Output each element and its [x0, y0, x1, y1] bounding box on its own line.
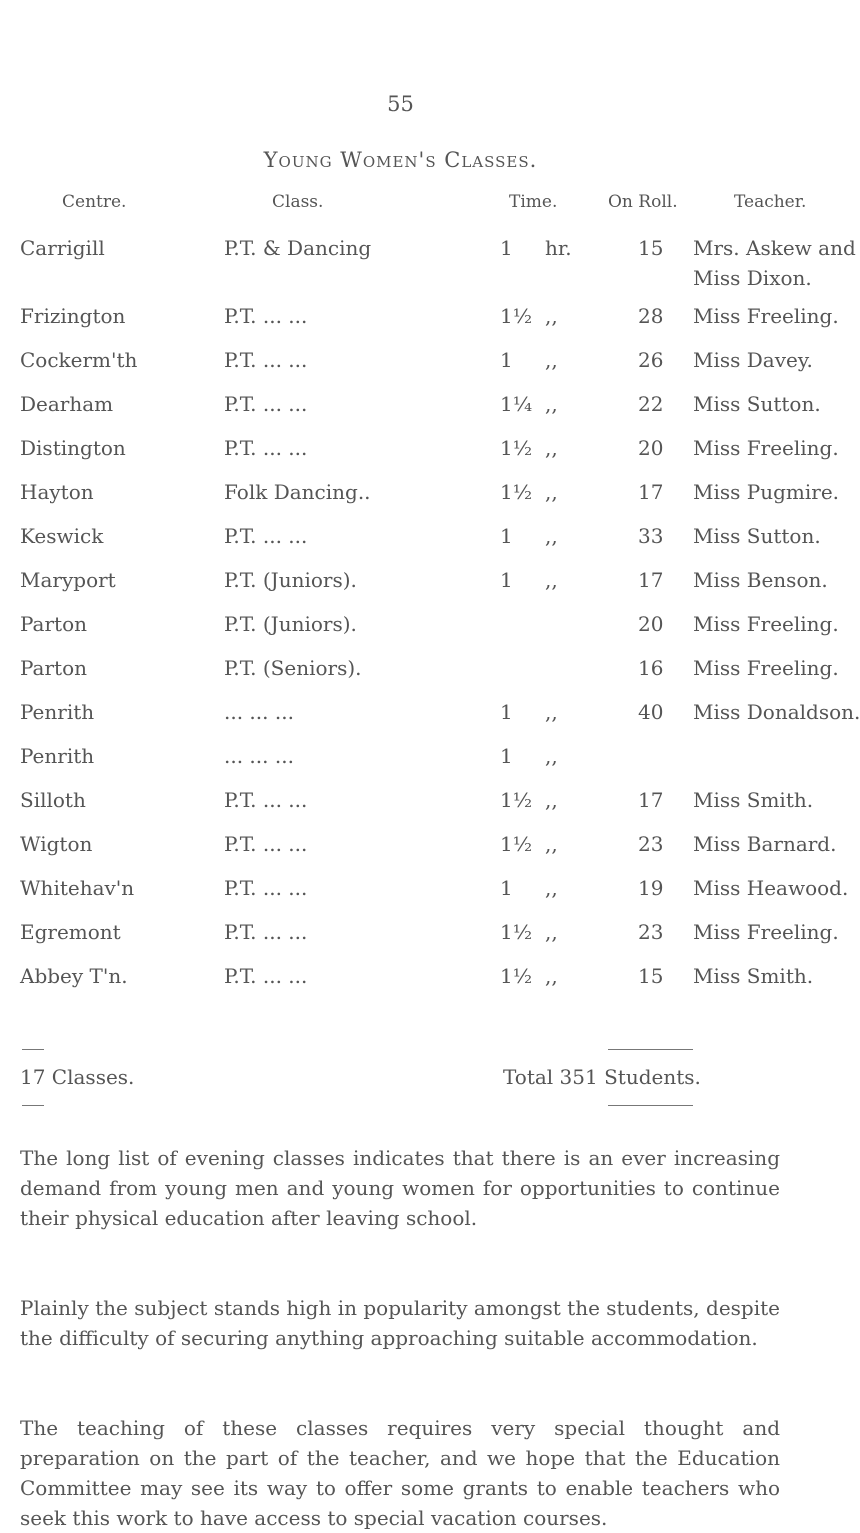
header-time: Time. — [509, 192, 558, 212]
cell-teacher: Miss Smith. — [693, 964, 814, 988]
cell-roll: 15 — [638, 964, 664, 988]
cell-centre: Egremont — [20, 920, 121, 944]
table-row — [0, 700, 860, 744]
cell-roll: 40 — [638, 700, 664, 724]
cell-class: P.T. ... ... — [224, 920, 308, 944]
rule-left-top — [22, 1049, 44, 1050]
cell-roll: 17 — [638, 788, 664, 812]
cell-class: P.T. (Juniors). — [224, 612, 357, 636]
paragraph-2: Plainly the subject stands high in popularity amongst the students, despite the difficulty of securing anything approaching suitable accommodation. — [20, 1296, 780, 1350]
cell-unit: ,, — [545, 392, 558, 416]
cell-time: 1 — [500, 524, 513, 548]
cell-time: 1½ — [500, 480, 533, 504]
cell-roll: 26 — [638, 348, 664, 372]
cell-roll: 33 — [638, 524, 664, 548]
cell-centre: Parton — [20, 612, 88, 636]
table-row — [0, 436, 839, 480]
cell-teacher: Miss Sutton. — [693, 524, 821, 548]
cell-roll: 19 — [638, 876, 664, 900]
cell-teacher: Miss Pugmire. — [693, 480, 840, 504]
cell-teacher: Miss Freeling. — [693, 656, 839, 680]
cell-centre: Dearham — [20, 392, 114, 416]
cell-unit: ,, — [545, 876, 558, 900]
table-row — [0, 920, 839, 964]
header-on-roll: On Roll. — [608, 192, 678, 212]
table-row — [0, 788, 814, 832]
cell-class: P.T. ... ... — [224, 436, 308, 460]
cell-teacher: Miss Benson. — [693, 568, 828, 592]
cell-centre: Whitehav'n — [20, 876, 135, 900]
cell-roll: 15 — [638, 236, 664, 260]
table-row — [0, 568, 828, 612]
cell-time: 1 — [500, 876, 513, 900]
cell-centre: Distington — [20, 436, 126, 460]
classes-table — [0, 236, 860, 1008]
cell-centre: Wigton — [20, 832, 93, 856]
cell-teacher: Miss Freeling. — [693, 436, 839, 460]
total-classes: 17 Classes. — [20, 1065, 135, 1089]
cell-class: P.T. & Dancing — [224, 236, 372, 260]
table-row — [0, 524, 821, 568]
cell-centre: Cockerm'th — [20, 348, 138, 372]
cell-roll: 16 — [638, 656, 664, 680]
table-row — [0, 480, 840, 524]
cell-time: 1¼ — [500, 392, 533, 416]
cell-teacher: Miss Freeling. — [693, 304, 839, 328]
header-centre: Centre. — [62, 192, 127, 212]
cell-teacher-continued: Miss Dixon. — [693, 266, 812, 290]
cell-roll: 23 — [638, 920, 664, 944]
cell-time: 1 — [500, 700, 513, 724]
cell-class: P.T. ... ... — [224, 524, 308, 548]
cell-class: P.T. (Seniors). — [224, 656, 362, 680]
cell-class: P.T. (Juniors). — [224, 568, 357, 592]
cell-time: 1½ — [500, 788, 533, 812]
cell-centre: Penrith — [20, 700, 95, 724]
cell-class: P.T. ... ... — [224, 832, 308, 856]
cell-centre: Parton — [20, 656, 88, 680]
cell-time: 1 — [500, 348, 513, 372]
cell-unit: ,, — [545, 568, 558, 592]
cell-time: 1½ — [500, 964, 533, 988]
cell-time: 1½ — [500, 436, 533, 460]
table-row — [0, 832, 837, 876]
cell-class: ... ... ... — [224, 700, 294, 724]
table-row — [0, 876, 849, 920]
table-row — [0, 348, 813, 392]
cell-centre: Abbey T'n. — [20, 964, 128, 988]
rule-left-bottom — [22, 1105, 44, 1106]
cell-class: ... ... ... — [224, 744, 294, 768]
cell-centre: Hayton — [20, 480, 94, 504]
cell-teacher: Mrs. Askew and — [693, 236, 856, 260]
cell-class: P.T. ... ... — [224, 348, 308, 372]
cell-time: 1 — [500, 236, 513, 260]
cell-class: P.T. ... ... — [224, 304, 308, 328]
header-class: Class. — [272, 192, 324, 212]
cell-teacher: Miss Heawood. — [693, 876, 849, 900]
cell-roll: 23 — [638, 832, 664, 856]
cell-centre: Keswick — [20, 524, 104, 548]
cell-teacher: Miss Smith. — [693, 788, 814, 812]
header-teacher: Teacher. — [734, 192, 807, 212]
cell-centre: Silloth — [20, 788, 86, 812]
cell-roll: 20 — [638, 612, 664, 636]
cell-centre: Frizington — [20, 304, 126, 328]
cell-teacher: Miss Freeling. — [693, 920, 839, 944]
table-row — [0, 392, 821, 436]
cell-teacher: Miss Davey. — [693, 348, 813, 372]
cell-class: P.T. ... ... — [224, 876, 308, 900]
cell-unit: ,, — [545, 348, 558, 372]
cell-roll: 20 — [638, 436, 664, 460]
cell-teacher: Miss Freeling. — [693, 612, 839, 636]
cell-unit: ,, — [545, 524, 558, 548]
cell-unit: ,, — [545, 920, 558, 944]
page-number: 55 — [387, 92, 414, 116]
cell-teacher: Miss Sutton. — [693, 392, 821, 416]
cell-roll: 22 — [638, 392, 664, 416]
cell-class: P.T. ... ... — [224, 392, 308, 416]
cell-unit: ,, — [545, 304, 558, 328]
paragraph-1: The long list of evening classes indicates that there is an ever increasing demand from young men and young women for opportunities to continue their physical education after leaving school. — [20, 1146, 780, 1230]
page-title — [0, 148, 801, 172]
cell-teacher: Miss Barnard. — [693, 832, 837, 856]
cell-unit: ,, — [545, 832, 558, 856]
cell-unit: ,, — [545, 788, 558, 812]
cell-class: Folk Dancing.. — [224, 480, 371, 504]
rule-right-bottom — [608, 1105, 693, 1106]
cell-time: 1 — [500, 568, 513, 592]
cell-time: 1½ — [500, 304, 533, 328]
cell-unit: hr. — [545, 236, 572, 260]
table-row — [0, 304, 839, 348]
table-row — [0, 744, 801, 788]
table-row — [0, 964, 814, 1008]
rule-right-top — [608, 1049, 693, 1050]
cell-roll: 28 — [638, 304, 664, 328]
title-text: Young Women's Classes. — [263, 148, 538, 172]
total-students: Total 351 Students. — [503, 1065, 701, 1089]
cell-unit: ,, — [545, 436, 558, 460]
cell-teacher: Miss Donaldson. — [693, 700, 860, 724]
cell-centre: Penrith — [20, 744, 95, 768]
table-row — [0, 656, 839, 700]
cell-centre: Carrigill — [20, 236, 105, 260]
cell-unit: ,, — [545, 744, 558, 768]
table-row — [0, 236, 856, 304]
cell-class: P.T. ... ... — [224, 788, 308, 812]
cell-centre: Maryport — [20, 568, 116, 592]
cell-class: P.T. ... ... — [224, 964, 308, 988]
cell-time: 1 — [500, 744, 513, 768]
table-row — [0, 612, 839, 656]
cell-unit: ,, — [545, 964, 558, 988]
cell-time: 1½ — [500, 920, 533, 944]
cell-roll: 17 — [638, 568, 664, 592]
paragraph-3: The teaching of these classes requires very special thought and preparation on the part of the teacher, and we hope that the Education Committee may see its way to offer some grants to enable teachers who seek this work to have access to special vacation courses. — [20, 1416, 780, 1530]
cell-time: 1½ — [500, 832, 533, 856]
cell-unit: ,, — [545, 700, 558, 724]
cell-roll: 17 — [638, 480, 664, 504]
cell-unit: ,, — [545, 480, 558, 504]
